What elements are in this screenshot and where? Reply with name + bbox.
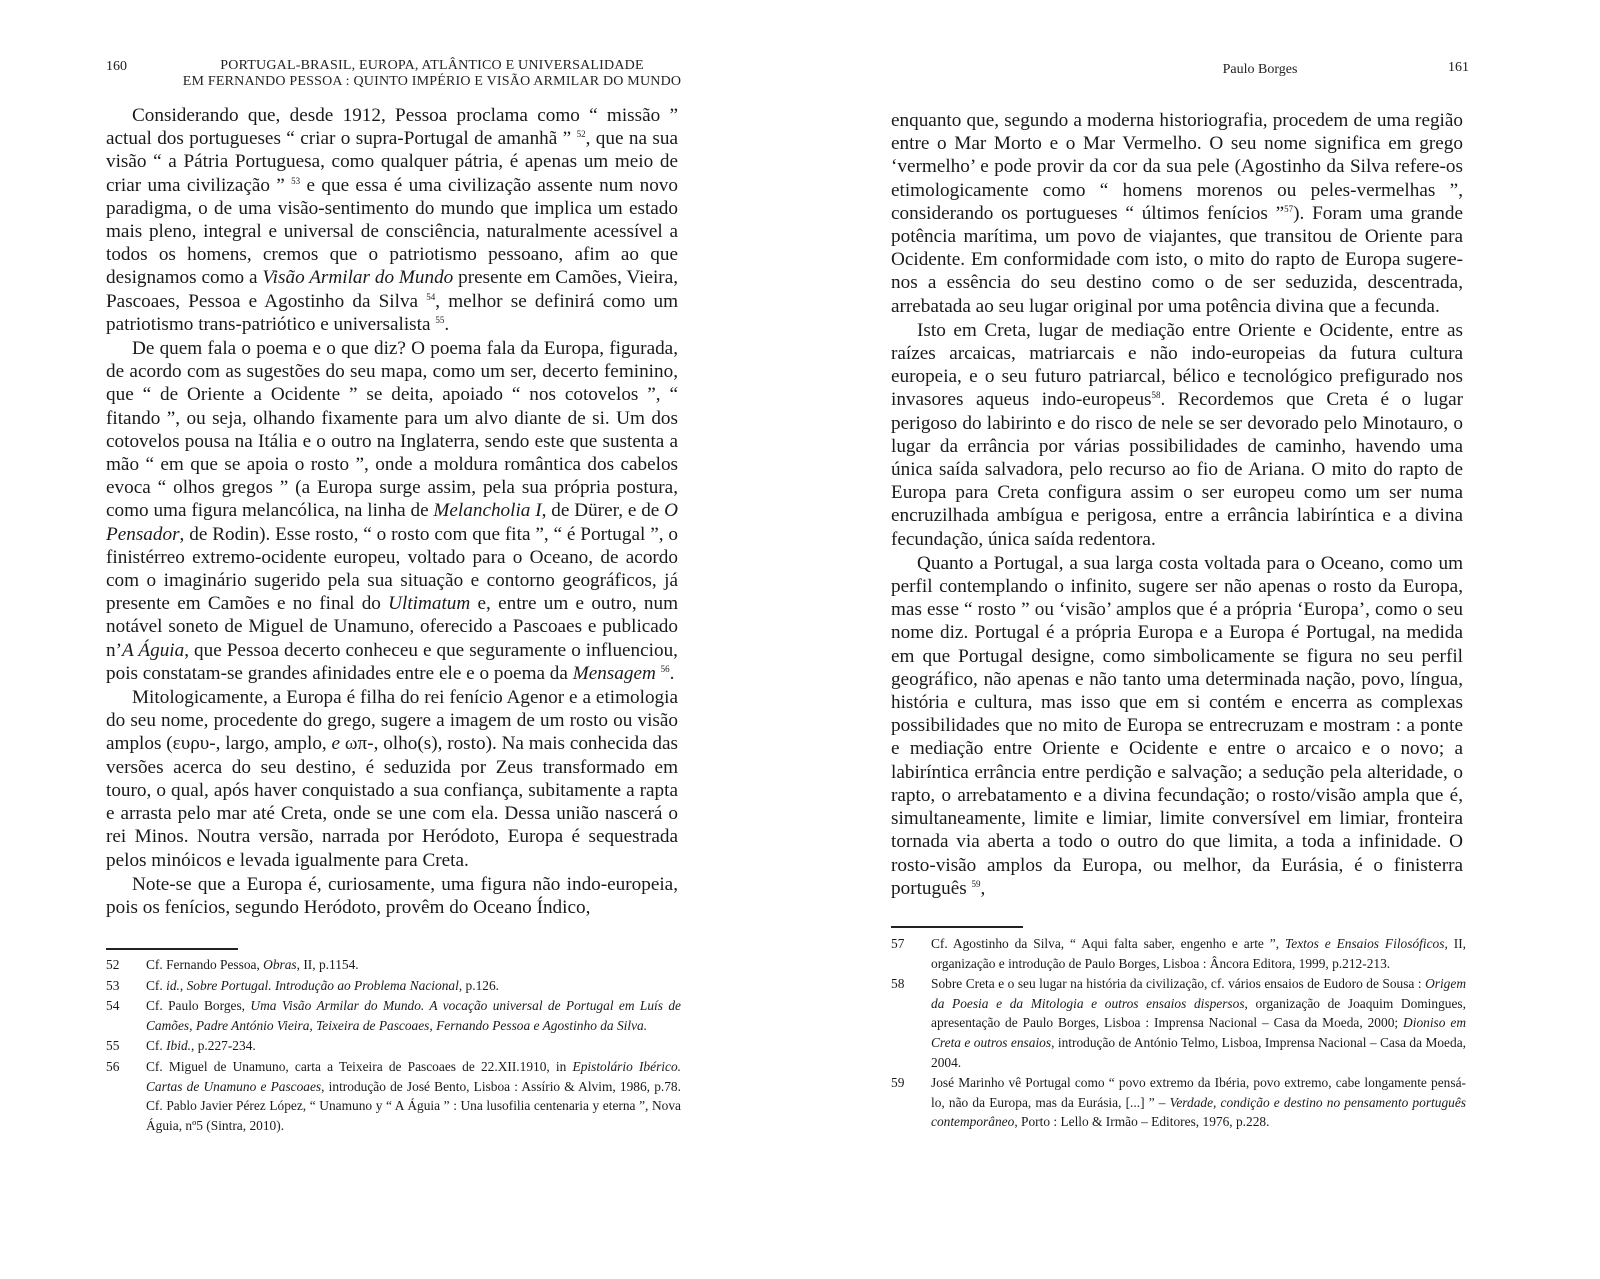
- italic-text: Ultimatum: [388, 593, 471, 615]
- paragraph: [106, 686, 678, 872]
- text-run: , de Rodin). Esse rosto, “ o rosto com que fita ”, “ é Portugal ”, o finistérreo extremo-ocidente europeu, voltado para o Oceano, de acordo com o imaginário sugerido pela sua situação e contorno geográficos, já presente em Camões e no final do: [106, 523, 678, 615]
- footnote-ref: 59: [971, 878, 981, 889]
- footnote: [891, 1073, 1466, 1132]
- footnote-number: 59: [891, 1075, 905, 1091]
- text-run: , II, organização e introdução de Paulo Borges, Lisboa : Âncora Editora, 1999, p.212-213.: [931, 936, 1467, 971]
- text-run: Isto em Creta, lugar de mediação entre Oriente e Ocidente, entre as raízes arcaicas, matriarcais e não indo-europeias da futura cultura europeia, e o seu futuro patriarcal, bélico e tecnológico prefigurado nos invasores aqueus indo-europeus: [891, 319, 1463, 411]
- text-run: Cf. Agostinho da Silva, “ Aqui falta saber, engenho e arte ”,: [931, 936, 1286, 951]
- running-head: Paulo Borges: [1222, 62, 1298, 77]
- footnote-rule: [106, 948, 238, 950]
- text-run: Cf. Paulo Borges,: [146, 998, 251, 1014]
- italic-text: Visão Armilar do Mundo: [262, 267, 454, 289]
- text-run: , que na sua visão “ a Pátria Portuguesa, como qualquer pátria, é apenas um meio de criar uma civilização ”: [106, 128, 678, 196]
- footnote-number: 58: [891, 976, 905, 992]
- footnote-ref: 52: [576, 129, 586, 140]
- text-run: e, entre um e outro, num notável soneto de Miguel de Unamuno, oferecido a Pascoaes e publicado n’: [106, 593, 678, 661]
- footnote: [106, 976, 681, 996]
- text-run: Note-se que a Europa é, curiosamente, uma figura não indo-europeia, pois os fenícios, segundo Heródoto, provêm do Oceano Índico,: [106, 873, 678, 918]
- paragraph: [891, 552, 1463, 900]
- text-run: Cf.: [146, 977, 167, 993]
- text-run: , que Pessoa decerto conheceu e que seguramente o influenciou, pois constatam-se grandes afinidades entre ele e o poema da: [106, 639, 678, 684]
- footnote-number: 56: [106, 1058, 120, 1074]
- footnotes: [891, 934, 1466, 1133]
- text-run: ωπ-, olho(s), rosto). Na mais conhecida das versões acerca do seu destino, é seduzida por Zeus transformado em touro, o qual, após haver conquistado a sua confiança, subitamente a rapta e arrasta pelo mar até Creta, onde se une com ela. Dessa união nascerá o rei Minos. Noutra versão, narrada por Heródoto, Europa é sequestrada pelos minóicos e levada igualmente para Creta.: [106, 733, 678, 871]
- text-run: Cf.: [146, 1038, 167, 1054]
- italic-text: A Águia: [121, 639, 185, 661]
- paragraph: [106, 337, 678, 685]
- italic-text: e: [331, 733, 341, 755]
- text-run: , organização de Joaquim Domingues, apresentação de Paulo Borges, Lisboa : Imprensa Nacional – Casa da Moeda, 2000;: [931, 995, 1466, 1031]
- running-head: [152, 58, 712, 90]
- text-run: , introdução de José Bento, Lisboa : Assírio & Alvim, 1986, p.78. Cf. Pablo Javier Pérez López, “ Unamuno y “ A Águia ” : Una lusofilia centenaria y eterna ”, Nova Águia, nº5 (Sintra, 2010).: [146, 1078, 681, 1133]
- footnote: [106, 1036, 681, 1056]
- right-page: [800, 0, 1600, 1279]
- text-run: ,: [179, 977, 187, 993]
- italic-text: Melancholia I: [433, 500, 542, 522]
- italic-text: Dioniso em Creta e outros ensaios: [931, 1015, 1466, 1050]
- footnote-ref: 56: [660, 663, 670, 674]
- text-run: . Recordemos que Creta é o lugar perigoso do labirinto e do risco de nele se ser devorado pelo Minotauro, o lugar da errância por várias possibilidades de caminho, havendo uma única saída salvadora, pelo recurso ao fio de Ariana. O mito do rapto de Europa para Creta configura assim o ser europeu como um ser numa encruzilhada ambígua e perigosa, entre a errância labiríntica e a divina fecundação, única saída redentora.: [891, 389, 1463, 550]
- page-number: 161: [1448, 60, 1469, 75]
- footnote-number: 53: [106, 977, 120, 993]
- footnote-rule: [891, 926, 1023, 928]
- footnote-ref: 54: [426, 291, 436, 302]
- footnote-text: [931, 1073, 1466, 1132]
- italic-text: Uma Visão Armilar do Mundo. A vocação universal de Portugal em Luís de Camões, Padre António Vieira, Teixeira de Pascoaes, Fernando Pessoa e Agostinho da Silva.: [146, 998, 681, 1033]
- footnote-text: [146, 1057, 681, 1135]
- text-run: Quanto a Portugal, a sua larga costa voltada para o Oceano, como um perfil contemplando o infinito, sugere ser não apenas o rosto da Europa, mas esse “ rosto ” ou ‘visão’ amplos que é a própria ‘Europa’, como o seu nome diz. Portugal é a própria Europa e a Europa é Portugal, na medida em que Portugal designe, como simbolicamente se figura no seu perfil geográfico, não apenas e não tanto uma determinada nação, povo, língua, história e cultura, mas isso que em si contém e encerra as complexas possibilidades que no mito de Europa se entrecruzam e mostram : a ponte e mediação entre Oriente e Ocidente e entre o arcaico e o novo; a labiríntica errância entre perdição e salvação; a sedução pela alteridade, o rapto, o arrebatamento e a divina fecundação; o rosto/visão ampla que é, simultaneamente, limite e limiar, limite conversível em limiar, fronteira tornada via aberta a todo o outro do que limita, a toda a infinidade. O rosto-visão amplos da Europa, ou melhor, da Eurásia, é o finisterra português: [891, 552, 1463, 899]
- text-run: Considerando que, desde 1912, Pessoa proclama como “ missão ” actual dos portugueses “ criar o supra-Portugal de amanhã ”: [106, 105, 678, 150]
- italic-text: Obras: [263, 957, 297, 972]
- text-run: Sobre Creta e o seu lugar na história da civilização, cf. vários ensaios de Eudoro de Sousa :: [931, 976, 1426, 992]
- footnote-text: [146, 996, 681, 1035]
- text-run: Mitologicamente, a Europa é filha do rei fenício Agenor e a etimologia do seu nome, procedente do grego, sugere a imagem de um rosto ou visão amplos (ευρυ-, largo, amplo,: [106, 687, 678, 755]
- italic-text: O Pensador: [106, 500, 679, 545]
- footnote-text: [146, 976, 681, 996]
- footnote-text: [931, 934, 1466, 973]
- footnotes: [106, 955, 681, 1136]
- text-run: presente em Camões, Vieira, Pascoaes, Pessoa e Agostinho da Silva: [106, 267, 679, 312]
- italic-text: Origem da Poesia e da Mitologia e outros ensaios dispersos: [931, 976, 1466, 1011]
- paragraph: [891, 109, 1463, 318]
- footnote-ref: 57: [1284, 203, 1294, 214]
- text-run: José Marinho vê Portugal como “ povo extremo da Ibéria, povo extremo, cabe longamente pensá-lo, não da Europa, mas da Eurásia, [...] ” –: [931, 1075, 1466, 1110]
- text-run: , Porto : Lello & Irmão – Editores, 1976, p.228.: [1014, 1114, 1270, 1130]
- italic-text: Epistolário Ibérico. Cartas de Unamuno e Pascoaes: [146, 1058, 681, 1094]
- italic-text: Verdade, condição e destino no pensamento português contemporâneo: [931, 1094, 1466, 1130]
- footnote-number: 55: [106, 1038, 120, 1054]
- text-run: .: [444, 313, 450, 335]
- text-run: , II, p.1154.: [296, 957, 359, 972]
- footnote-text: [146, 1036, 681, 1056]
- body-text: [891, 109, 1463, 901]
- italic-text: Mensagem: [572, 662, 656, 684]
- text-run: Cf. Miguel de Unamuno, carta a Teixeira de Pascoaes de 22.XII.1910, in: [146, 1058, 573, 1074]
- text-run: , p.227-234.: [191, 1038, 256, 1054]
- paragraph: [106, 104, 678, 336]
- text-run: e que essa é uma civilização assente num novo paradigma, o de uma visão-sentimento do mundo que implica um estado mais pleno, integral e universal de consciência, naturalmente acessível a todos os homens, cremos que o patriotismo pessoano, afim ao que designamos como a: [106, 174, 678, 289]
- text-run: , p.126.: [458, 977, 499, 993]
- text-run: ). Foram uma grande potência marítima, um povo de viajantes, que transitou de Oriente para Ocidente. Em conformidade com isto, o mito do rapto de Europa sugere-nos a essência do seu destino como o de ser seduzida, descentrada, arrebatada ao seu lugar original por uma potência divina que a fecunda.: [891, 202, 1463, 317]
- text-run: enquanto que, segundo a moderna historiografia, procedem de uma região entre o Mar Morto e o Mar Vermelho. O seu nome significa em grego ‘vermelho’ e pode provir da cor da sua pele (Agostinho da Silva refere-os etimologicamente como “ homens morenos ou peles-vermelhas ”, considerando os portugueses “ últimos fenícios ”: [891, 110, 1463, 224]
- running-head-line: EM FERNANDO PESSOA : QUINTO IMPÉRIO E VISÃO ARMILAR DO MUNDO: [182, 74, 682, 89]
- footnote: [106, 1057, 681, 1135]
- text-run: .: [669, 662, 675, 684]
- text-run: De quem fala o poema e o que diz? O poema fala da Europa, figurada, de acordo com as sugestões do seu mapa, como um ser, decerto feminino, que “ de Oriente a Ocidente ” se deita, apoiado “ nos cotovelos ”, “ fitando ”, ou seja, olhando fixamente para um alvo diante de si. Um dos cotovelos pousa na Itália e o outro na Inglaterra, sendo este que sustenta a mão “ em que se apoia o rosto ”, onde a moldura romântica dos cabelos evoca “ olhos gregos ” (a Europa surge assim, pela sua própria postura, como uma figura melancólica, na linha de: [106, 338, 678, 522]
- footnote-number: 54: [106, 998, 120, 1014]
- body-text: [106, 104, 678, 920]
- text-run: , de Dürer, e de: [541, 500, 665, 522]
- footnote-ref: 55: [435, 314, 445, 325]
- paragraph: [106, 873, 678, 919]
- text-run: Cf. Fernando Pessoa,: [146, 957, 264, 972]
- running-head-line: PORTUGAL-BRASIL, EUROPA, ATLÂNTICO E UNIVERSALIDADE: [220, 58, 644, 73]
- footnote-ref: 58: [1151, 390, 1161, 401]
- italic-text: Sobre Portugal. Introdução ao Problema Nacional: [186, 977, 459, 993]
- footnote: [891, 934, 1466, 973]
- footnote-text: [931, 974, 1466, 1072]
- paragraph: [891, 319, 1463, 551]
- footnote: [891, 974, 1466, 1072]
- italic-text: Textos e Ensaios Filosóficos: [1285, 936, 1445, 951]
- footnote: [106, 996, 681, 1035]
- text-run: ,: [980, 877, 986, 899]
- footnote-ref: 53: [291, 175, 301, 186]
- italic-text: Ibid.: [166, 1038, 192, 1054]
- italic-text: id.: [166, 977, 180, 993]
- page-number: 160: [106, 59, 127, 74]
- footnote-number: 57: [891, 936, 905, 951]
- footnote-number: 52: [106, 957, 120, 972]
- footnote: [106, 955, 681, 975]
- text-run: , melhor se definirá como um patriotismo trans-patriótico e universalista: [106, 290, 679, 335]
- text-run: , introdução de António Telmo, Lisboa, Imprensa Nacional – Casa da Moeda, 2004.: [931, 1034, 1466, 1070]
- footnote-text: [146, 955, 681, 975]
